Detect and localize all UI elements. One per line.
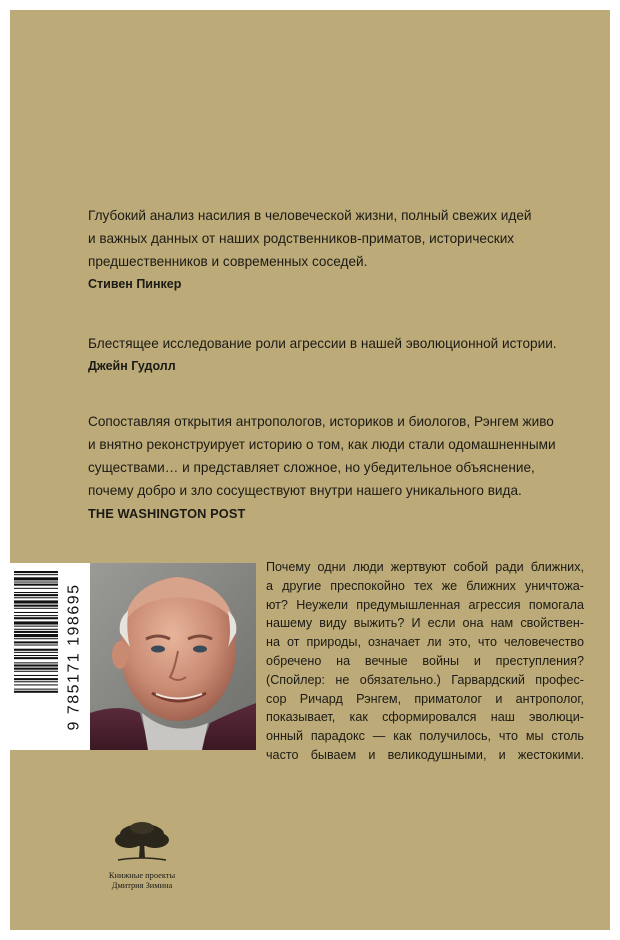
quote-line: Сопоставляя открытия антропологов, историков и биологов, Рэнгем живо bbox=[88, 414, 554, 429]
review-quote-goodall bbox=[88, 332, 558, 378]
description-line: на от природы, означает ли это, что человечество bbox=[266, 635, 584, 650]
description-line: а другие преспокойно тех же ближних уничтожа- bbox=[266, 578, 584, 593]
barcode-bar bbox=[14, 617, 58, 619]
quote-line: и важных данных от наших родственников-приматов, исторических bbox=[88, 231, 515, 246]
barcode-bar bbox=[14, 678, 58, 680]
barcode-bar bbox=[14, 597, 58, 598]
review-quote-pinker bbox=[88, 204, 558, 296]
barcode-bar bbox=[14, 655, 58, 656]
barcode-bar bbox=[14, 612, 58, 613]
barcode-bar bbox=[14, 582, 58, 583]
description-line: сор Ричард Рэнгем, приматолог и антрополог, bbox=[266, 691, 584, 706]
barcode-bar bbox=[14, 664, 58, 666]
barcode-bar bbox=[14, 652, 58, 653]
author-portrait-image bbox=[90, 563, 256, 750]
barcode-bar bbox=[14, 621, 58, 624]
barcode-bar bbox=[14, 594, 58, 596]
barcode-bar bbox=[14, 684, 58, 685]
description-line: ют? Неужели предумышленная агрессия помогала bbox=[266, 597, 584, 612]
barcode-bar bbox=[14, 588, 58, 589]
description-line: обречено на вечные войны и преступления? bbox=[266, 653, 584, 668]
barcode-bar bbox=[14, 681, 58, 682]
publisher-logo bbox=[100, 820, 184, 891]
quote-line: почему добро и зло сосуществуют внутри нашего уникального вида. bbox=[88, 483, 522, 498]
isbn-number bbox=[62, 563, 88, 750]
barcode-bar bbox=[14, 645, 58, 646]
description-line: онный парадокс — как получилось, что мы столь bbox=[266, 729, 584, 744]
publisher-line-2: Дмитрия Зимина bbox=[111, 881, 173, 890]
review-quote-washington-post bbox=[88, 410, 558, 525]
barcode-bar bbox=[14, 668, 58, 670]
book-back-cover bbox=[10, 10, 610, 930]
barcode-bar bbox=[14, 675, 58, 676]
quote-line: предшественников и современных соседей. bbox=[88, 254, 368, 269]
barcode-bar bbox=[14, 577, 58, 580]
quote-author: Джейн Гудолл bbox=[88, 359, 176, 373]
barcode-bar bbox=[14, 592, 58, 593]
description-line: нашему виду выжить? И если она нам свойствен- bbox=[266, 616, 584, 631]
barcode-bar bbox=[14, 634, 58, 637]
barcode-bar bbox=[14, 641, 58, 643]
publisher-line-1: Книжные проекты bbox=[108, 871, 176, 880]
barcode-bar bbox=[14, 600, 58, 603]
barcode-bar bbox=[14, 631, 58, 633]
quote-line: существами… и представляет сложное, но убедительное объяснение, bbox=[88, 460, 535, 475]
quote-author: THE WASHINGTON POST bbox=[88, 506, 246, 521]
barcode-bar bbox=[14, 662, 58, 663]
barcode-bar bbox=[14, 571, 58, 573]
description-line: показывает, как сформировался наш эволюци- bbox=[266, 710, 584, 725]
quote-line: Глубокий анализ насилия в человеческой жизни, полный свежих идей bbox=[88, 208, 532, 223]
barcode-bar bbox=[14, 657, 58, 659]
quote-line: Блестящее исследование роли агрессии в нашей эволюционной истории. bbox=[88, 336, 557, 351]
barcode-bar bbox=[14, 638, 58, 639]
barcode-bar bbox=[14, 605, 58, 607]
barcode-bar bbox=[14, 626, 58, 627]
barcode-bar bbox=[14, 649, 58, 651]
isbn-digits: 9 785171 198695 bbox=[66, 582, 84, 731]
barcode-bar bbox=[14, 615, 58, 616]
barcode-bar bbox=[14, 689, 58, 690]
barcode-bar bbox=[14, 608, 58, 609]
barcode-bar bbox=[14, 584, 58, 586]
barcode-bars bbox=[10, 563, 62, 750]
barcode-bar bbox=[14, 691, 58, 693]
tree-icon bbox=[112, 820, 172, 866]
author-photo bbox=[90, 563, 256, 750]
isbn-barcode bbox=[10, 563, 90, 750]
barcode-bar bbox=[14, 574, 58, 575]
barcode-bar bbox=[14, 629, 58, 630]
book-description bbox=[266, 558, 584, 765]
description-line: Почему одни люди жертвуют собой ради ближних, bbox=[266, 560, 584, 574]
barcode-bar bbox=[14, 671, 58, 672]
description-line: часто бываем и великодушными, и жестокими. bbox=[266, 747, 584, 762]
quote-author: Стивен Пинкер bbox=[88, 277, 182, 291]
quote-line: и внятно реконструирует историю о том, как люди стали одомашненными bbox=[88, 437, 556, 452]
description-line: (Спойлер: не обязательно.) Гарвардский профес- bbox=[266, 672, 584, 687]
